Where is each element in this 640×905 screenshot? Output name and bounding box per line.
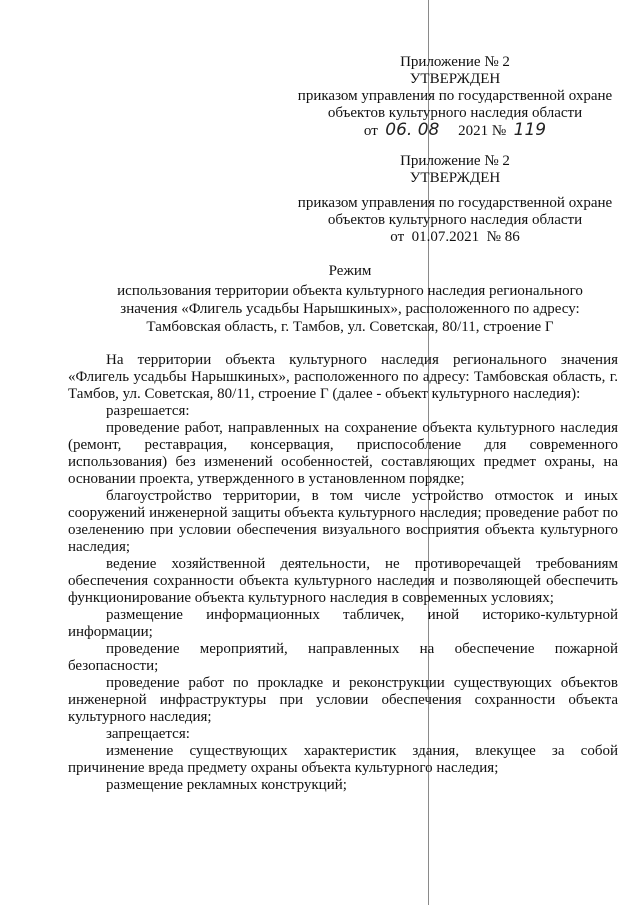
appendix-heading: Приложение № 2	[400, 153, 510, 169]
allowed-item: проведение мероприятий, направленных на обеспечение пожарной безопасности;	[68, 641, 618, 674]
approval-status: УТВЕРЖДЕН	[409, 71, 501, 87]
allowed-item: ведение хозяйственной деятельности, не противоречащей требованиям обеспечения сохранности объекта культурного наследия и позволяющей обеспечить функционирование объекта культурного наследия в современных условиях;	[68, 556, 618, 606]
approval-order-line-2: объектов культурного наследия области	[327, 105, 583, 121]
allowed-item: проведение работ по прокладке и реконструкции существующих объектов инженерной инфраструктуры при условии обеспечения сохранности объекта культурного наследия;	[68, 675, 618, 725]
document-title	[100, 262, 600, 336]
allowed-heading: разрешается:	[106, 403, 190, 419]
document-body	[68, 352, 618, 794]
allowed-item: благоустройство территории, в том числе устройство отмосток и иных сооружений инженерной защиты объекта культурного наследия; проведение работ по озеленению при условии обеспечения визуального восприятия объекта культурного наследия;	[68, 488, 618, 555]
title-line-3: Тамбовская область, г. Тамбов, ул. Советская, 80/11, строение Г	[146, 319, 554, 335]
approval-stamp-current	[290, 54, 620, 140]
approval-order-line-2: объектов культурного наследия области	[327, 212, 583, 228]
title-word: Режим	[328, 263, 372, 279]
date-year: 2021 №	[458, 123, 507, 139]
approval-status: УТВЕРЖДЕН	[409, 170, 501, 186]
intro-paragraph: На территории объекта культурного наследия регионального значения «Флигель усадьбы Нарышкиных», расположенного по адресу: Тамбовская область, г. Тамбов, ул. Советская, 80/11, строение Г (далее - объект культурного наследия):	[68, 352, 618, 402]
allowed-item: размещение информационных табличек, иной историко-культурной информации;	[68, 607, 618, 640]
forbidden-item: изменение существующих характеристик здания, влекущее за собой причинение вреда предмету охраны объекта культурного наследия;	[68, 743, 618, 776]
appendix-heading: Приложение № 2	[400, 54, 510, 70]
title-line-1: использования территории объекта культурного наследия регионального	[117, 283, 583, 299]
allowed-item: проведение работ, направленных на сохранение объекта культурного наследия (ремонт, реставрация, консервация, приспособление для современного использования) без изменений особенностей, составляющих предмет охраны, на основании проекта, утвержденного в установленном порядке;	[68, 420, 618, 487]
forbidden-item: размещение рекламных конструкций;	[106, 777, 347, 793]
approval-order-line-1: приказом управления по государственной охране	[297, 195, 613, 211]
approval-date-line	[290, 122, 620, 140]
date-prefix: от	[363, 123, 378, 139]
approval-order-line-1: приказом управления по государственной охране	[297, 88, 613, 104]
title-line-2: значения «Флигель усадьбы Нарышкиных», расположенного по адресу:	[120, 301, 580, 317]
approval-stamp-previous	[290, 153, 620, 246]
handwritten-number: 119	[513, 120, 547, 140]
handwritten-date: 06. 08	[385, 120, 440, 140]
approval-date-line: от 01.07.2021 № 86	[390, 229, 520, 245]
forbidden-heading: запрещается:	[106, 726, 190, 742]
